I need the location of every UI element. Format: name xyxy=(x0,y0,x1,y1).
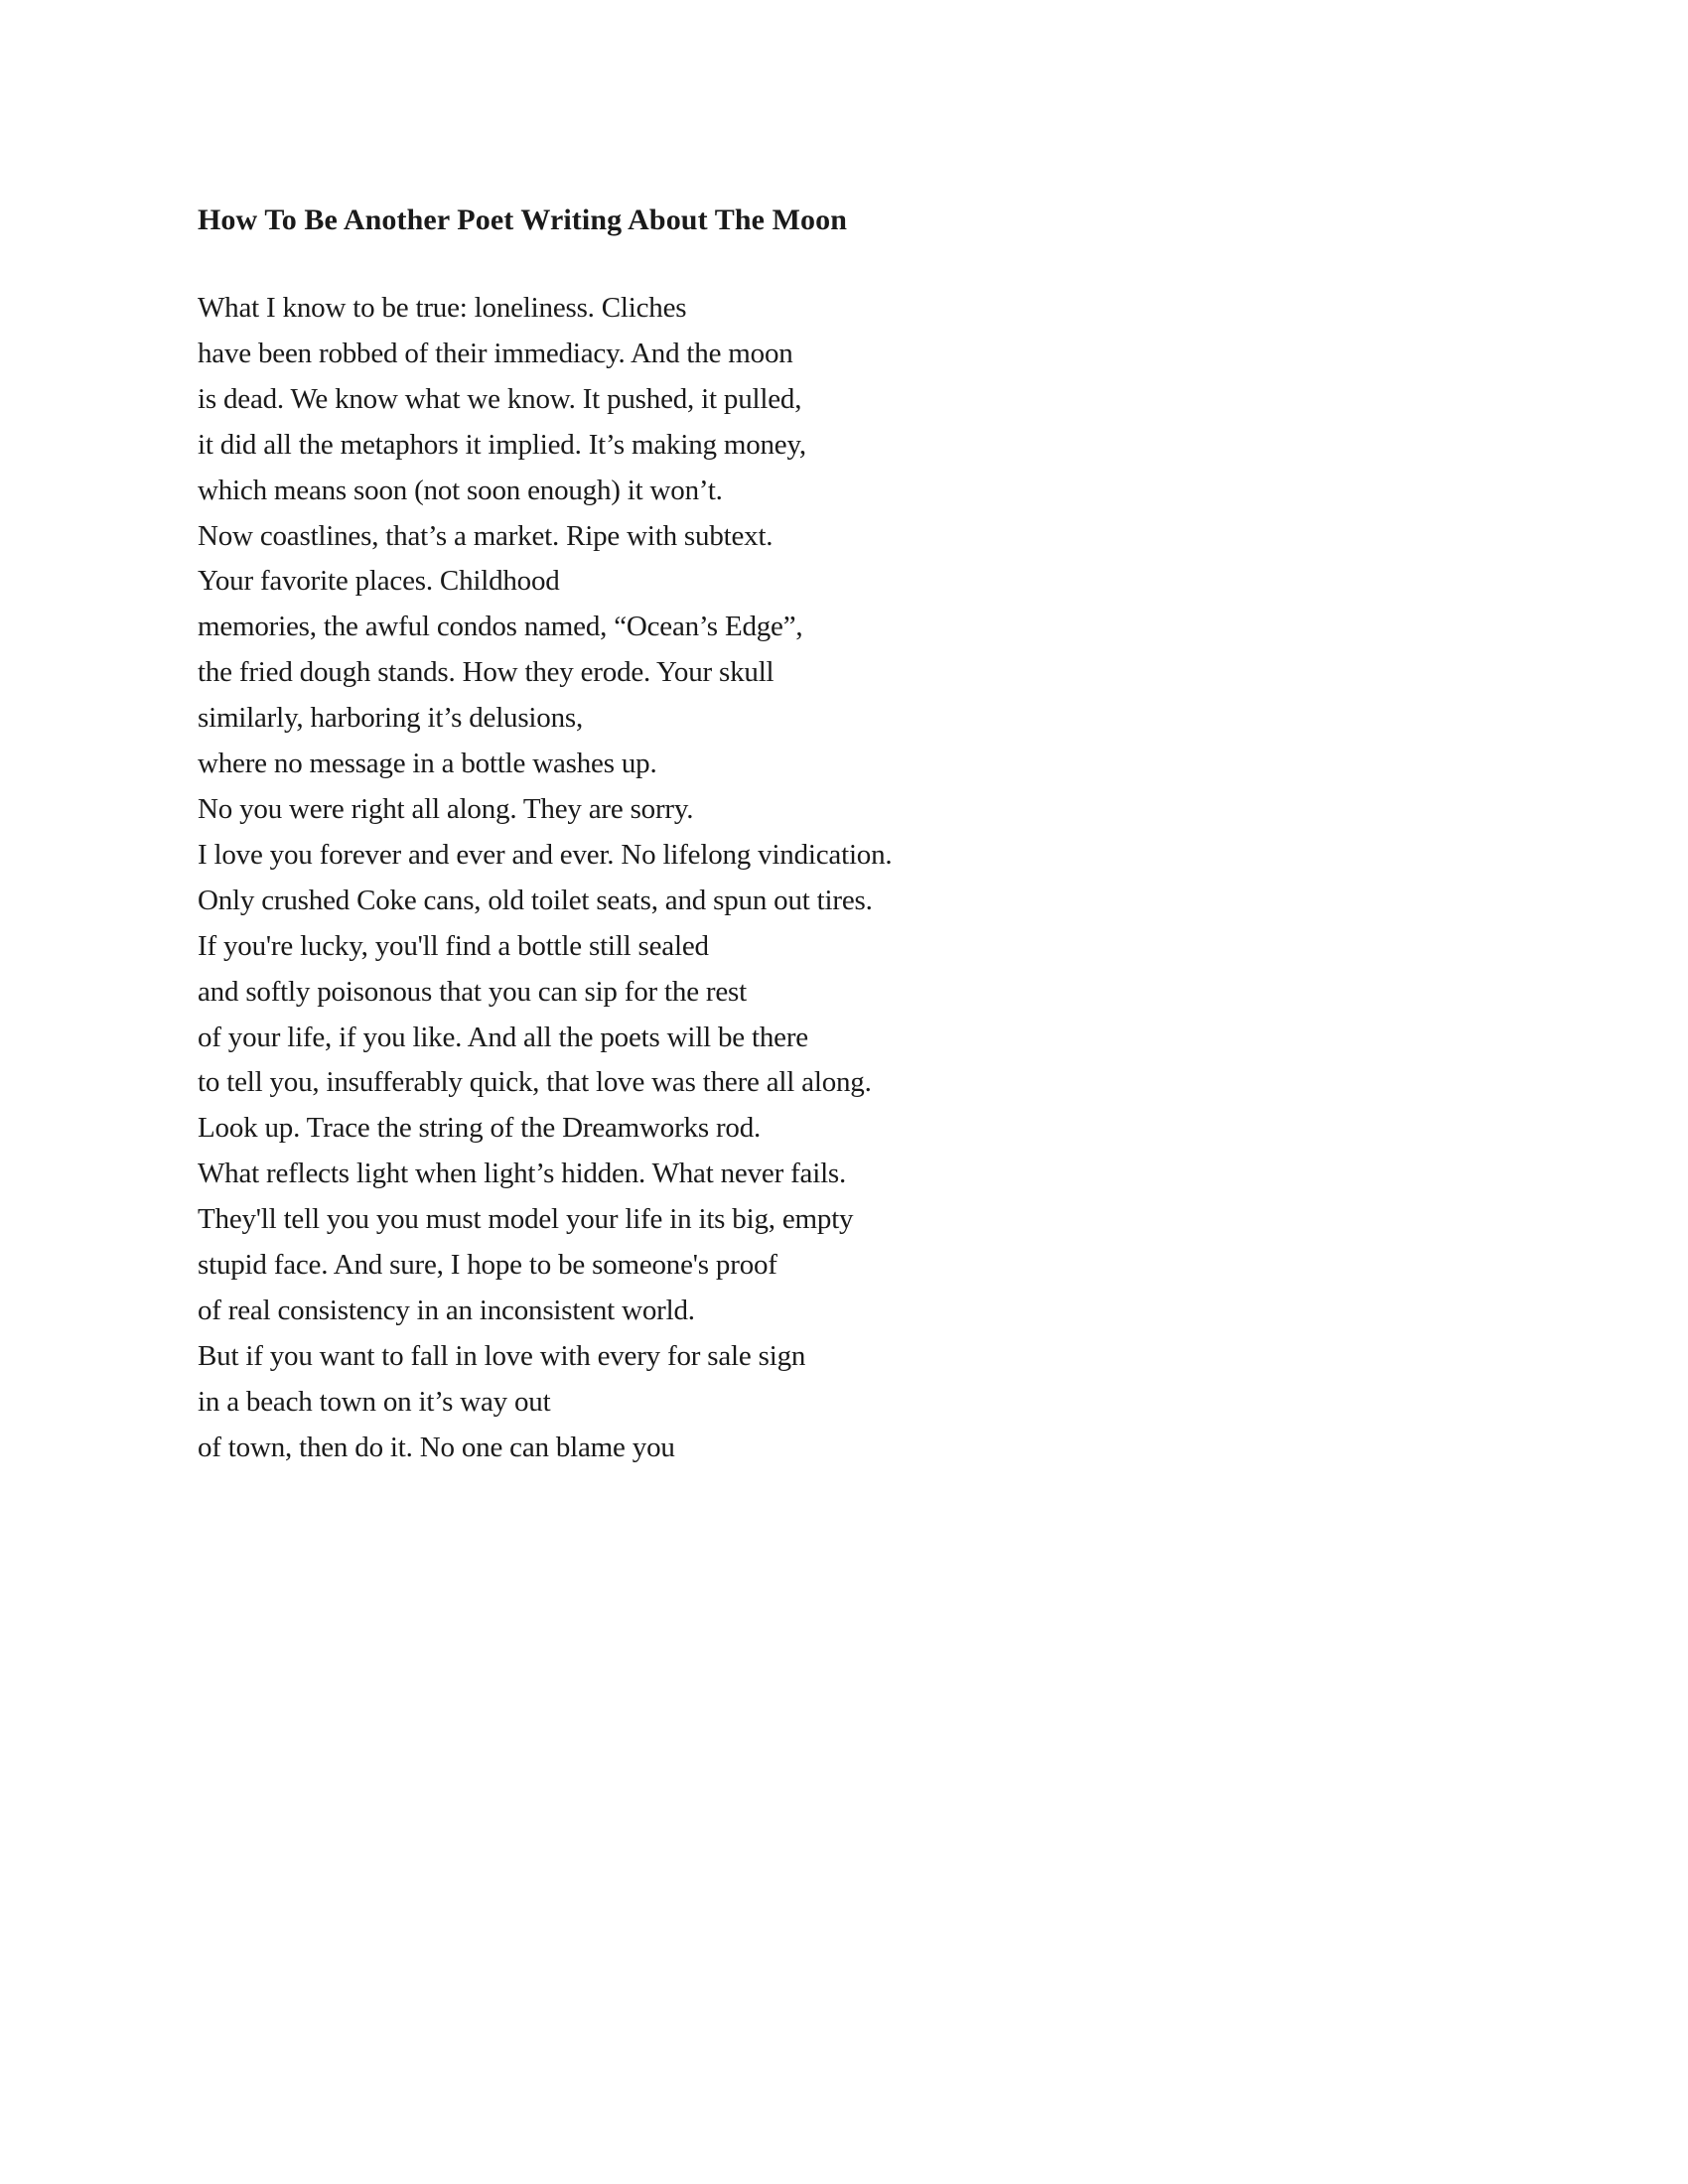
poem-line: If you're lucky, you'll find a bottle still sealed xyxy=(198,929,709,962)
poem-line: the fried dough stands. How they erode. Your skull xyxy=(198,656,774,689)
poem-line: stupid face. And sure, I hope to be someone's proof xyxy=(198,1249,777,1282)
poem-line: Only crushed Coke cans, old toilet seats, and spun out tires. xyxy=(198,884,873,916)
poem xyxy=(198,197,1290,1471)
poem-line: Now coastlines, that’s a market. Ripe with subtext. xyxy=(198,519,774,552)
poem-line: I love you forever and ever and ever. No lifelong vindication. xyxy=(198,838,893,871)
poem-title: How To Be Another Poet Writing About The Moon xyxy=(198,204,848,236)
poem-line: But if you want to fall in love with every for sale sign xyxy=(198,1339,806,1372)
poem-line: memories, the awful condos named, “Ocean’s Edge”, xyxy=(198,611,803,643)
poem-line: it did all the metaphors it implied. It’s making money, xyxy=(198,428,806,461)
poem-line: of town, then do it. No one can blame you xyxy=(198,1431,675,1463)
poem-line: Your favorite places. Childhood xyxy=(198,565,560,598)
poem-line: have been robbed of their immediacy. And the moon xyxy=(198,337,793,369)
poem-line: They'll tell you you must model your life in its big, empty xyxy=(198,1203,854,1236)
poem-line: Look up. Trace the string of the Dreamworks rod. xyxy=(198,1112,762,1145)
poem-line: No you were right all along. They are sorry. xyxy=(198,792,694,825)
poem-line: What reflects light when light’s hidden. What never fails. xyxy=(198,1158,847,1190)
poem-line: is dead. We know what we know. It pushed, it pulled, xyxy=(198,382,802,415)
poem-line: and softly poisonous that you can sip for the rest xyxy=(198,975,747,1008)
poem-line: where no message in a bottle washes up. xyxy=(198,748,657,780)
poem-line: of real consistency in an inconsistent world. xyxy=(198,1294,695,1326)
poem-line: to tell you, insufferably quick, that love was there all along. xyxy=(198,1066,872,1099)
poem-line: similarly, harboring it’s delusions, xyxy=(198,702,584,735)
poem-line: in a beach town on it’s way out xyxy=(198,1385,551,1418)
poem-line: What I know to be true: loneliness. Cliches xyxy=(198,292,687,324)
poem-line: of your life, if you like. And all the poets will be there xyxy=(198,1021,808,1053)
poem-line: which means soon (not soon enough) it won’t. xyxy=(198,474,723,506)
poem-body xyxy=(198,286,1290,1471)
